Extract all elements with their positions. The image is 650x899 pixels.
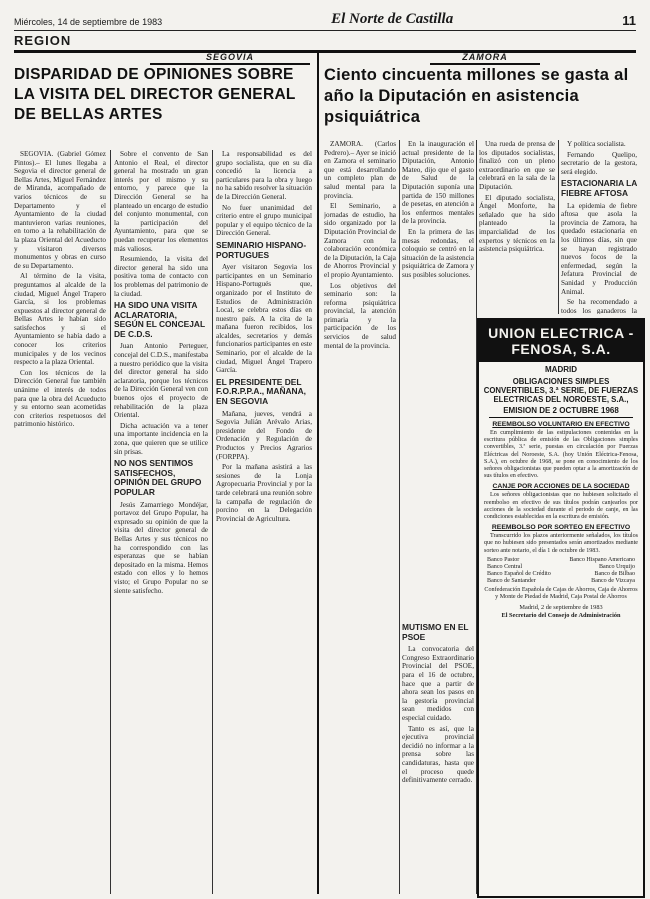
zamora-column-2b xyxy=(402,620,474,894)
bank-name: Banco de Vizcaya xyxy=(591,577,635,584)
paragraph: La responsabilidad es del grupo socialista, que en su día concedió la licencia a particulares para la obra y luego no ha sabido resolver la situación de la Dirección General. xyxy=(216,150,312,201)
bank-name: Banco de Santander xyxy=(487,577,536,584)
subheading: ESTACIONARIA LA FIEBRE AFTOSA xyxy=(561,178,637,198)
bank-row xyxy=(487,578,635,585)
paragraph: Juan Antonio Perteguer, concejal del C.D.S., manifestaba a nuestro periódico que la visita del director general ha sido aclaratoria, porque los técnicos de la Dirección General ven con buenos ojos el proyecto de rehabilitación de la plaza Oriental. xyxy=(114,342,208,420)
paragraph: En la inauguración el actual presidente de la Diputación, Antonio Mateo, dijo que el gasto de Salud de la Diputación suponía una partida de 150 millones de pesetas, en atención a los enfermos mentales de la provincia. xyxy=(402,140,474,226)
paragraph: Al término de la visita, preguntamos al alcalde de la ciudad, Miguel Ángel Trapero García, si los problemas expuestos al director general de Bellas Artes le habían sido satisfechos y si el Ayuntamiento se había dado a conocer los criterios municipales y de los vecinos respecto a la plaza Oriental. xyxy=(14,272,106,367)
paragraph: Jesús Zamarriego Mondéjar, portavoz del Grupo Popular, ha expresado su opinión de que la visita del director general de Bellas Artes y sus técnicos no ha correspondido con las esperanzas que se habían depositado en la misma. Hemos estado con ellos y lo hemos visto; el Grupo Popular no se siente satisfecho. xyxy=(114,500,208,595)
paragraph: Los señores obligacionistas que no hubiesen solicitado el reembolso en efectivo de sus títulos podrán canjearlos por acciones de la sociedad durante el periodo de canje, en las condiciones establecidas en la escritura de emisión. xyxy=(484,492,638,521)
page-header xyxy=(14,8,636,31)
paragraph: Resumiendo, la visita del director general ha sido una positiva toma de contacto con los problemas del patrimonio de la ciudad. xyxy=(114,255,208,298)
union-electrica-ad xyxy=(477,318,645,898)
bank-name: Banco Español de Crédito xyxy=(487,570,551,577)
segovia-kicker: SEGOVIA xyxy=(150,52,310,65)
paragraph: ZAMORA. (Carlos Pedrero).– Ayer se inició en Zamora el seminario que está desarrollando un completo plan de salud mental para la provincia. xyxy=(324,140,396,200)
bank-row xyxy=(487,564,635,571)
ad-signature xyxy=(479,604,643,619)
ad-subheading: REEMBOLSO POR SORTEO EN EFECTIVO xyxy=(491,524,631,532)
ad-title: OBLIGACIONES SIMPLES CONVERTIBLES, 3.ª SERIE, DE FUERZAS ELECTRICAS DEL NOROESTE, S.A., xyxy=(483,377,639,404)
bank-name: Banco Central xyxy=(487,563,523,570)
paragraph: Los objetivos del seminario son: la reforma psiquiátrica provincial, la atención primaria y la participación de los servicios de salud mental de la provincia. xyxy=(324,281,396,350)
ad-subheading: REEMBOLSO VOLUNTARIO EN EFECTIVO xyxy=(492,421,630,428)
newspaper-logo: El Norte de Castilla xyxy=(331,11,454,27)
paragraph: El Seminario, a jornadas de estudio, ha sido organizado por la Diputación Provincial de Zamora con la colaboración económica de la Diputación, la Caja de Ahorros Provincial y el propio Ayuntamiento. xyxy=(324,202,396,279)
zamora-column-3 xyxy=(479,140,555,314)
ad-body xyxy=(484,533,638,555)
subheading: NO NOS SENTIMOS SATISFECHOS, OPINIÓN DEL GRUPO POPULAR xyxy=(114,458,202,497)
bank-name: Banco Hispano Americano xyxy=(569,556,635,563)
bank-row xyxy=(487,557,635,564)
column-rule xyxy=(212,150,213,894)
segovia-column-2 xyxy=(114,150,208,894)
zamora-kicker: ZAMORA xyxy=(430,52,540,65)
paragraph: En cumplimiento de las estipulaciones contenidas en la escritura pública de emisión de las Obligaciones simples convertibles, 3.ª serie, puestas en circulación por Fuerzas Eléctricas del Noroeste, S.A. (hoy Unión Eléctrica-Fenosa, S.A.), en octubre de 1968, se pone en conocimiento de los señores obligacionistas que pueden optar a la amortización de sus títulos en efectivo. xyxy=(484,430,638,480)
zamora-column-1 xyxy=(324,140,396,894)
paragraph: En la primera de las mesas redondas, el coloquio se centró en la situación de la asistencia psiquiátrica de Zamora y sus posibles soluciones. xyxy=(402,227,474,279)
zamora-column-4 xyxy=(561,140,637,314)
paragraph: El diputado socialista, Ángel Monforte, ha señalado que ha sido planteado la imparcialidad de los expertos y técnicos en la asistencia psiquiátrica. xyxy=(479,193,555,254)
paragraph: Ayer visitaron Segovia los participantes en un Seminario Hispano-Portugués que, organizado por el Instituto de Estudios de Administración Local, se celebra estos días en nuestro país. A la cita de la mañana fueron recibidos, los alcaldes, secretarios y demás funcionarios participantes en este Seminario, por el alcalde de la ciudad, Miguel Ángel Trapero García. xyxy=(216,263,312,375)
ad-body xyxy=(484,430,638,480)
paragraph: Y política socialista. xyxy=(567,140,626,148)
ad-sign-date: Madrid, 2 de septiembre de 1983 xyxy=(519,604,603,612)
ad-banner: UNION ELECTRICA - FENOSA, S.A. xyxy=(479,320,643,362)
paragraph: Una rueda de prensa de los diputados socialistas, finalizó con un pleno extraordinario en que se celebrará en la sala de la Diputación. xyxy=(479,140,555,191)
paragraph: Transcurrido los plazos anteriormente señalados, los títulos que no hubiesen sido presentados serán amortizados mediante sorteo ante notario, el día 1 de octubre de 1983. xyxy=(484,533,638,554)
segovia-column-1 xyxy=(14,150,106,894)
ad-emission: EMISION DE 2 OCTUBRE 1968 xyxy=(489,406,633,418)
bank-name: Banco de Bilbao xyxy=(594,570,635,577)
paragraph: La epidemia de fiebre aftosa que asola la provincia de Zamora, ha quedado estacionaria en los últimos días, sin que se hayan registrado nuevos focos de la enfermedad, según la Jefatura Provincial de Sanidad y Producción Animal. xyxy=(561,201,637,296)
section-title: REGION xyxy=(14,33,636,53)
paragraph: Con los técnicos de la Dirección General fue también unánime el interés de todos para que la obra del Acueducto y su entorno sean acometidas con criterios respetuosos del patrimonio histórico. xyxy=(14,368,106,429)
paragraph: Sobre el convento de San Antonio el Real, el director general ha mostrado un gran interés por el mismo y su entorno, y parece que la Dirección General se ha planteado un encargo de estudio del conjunto monumental, con la participación del Ayuntamiento, para que se puedan recuperar los elementos más valiosos. xyxy=(114,150,208,253)
paragraph: Dicha actuación va a tener una importante incidencia en la zona, que quieren que se utilice sin prisas. xyxy=(114,421,208,456)
ad-body xyxy=(484,492,638,521)
subheading: EL PRESIDENTE DEL F.O.R.P.P.A., MAÑANA, EN SEGOVIA xyxy=(216,376,306,407)
paragraph: No fuer unanimidad del criterio entre el grupo municipal popular y el equipo técnico de la Dirección General. xyxy=(216,203,312,238)
subheading: MUTISMO EN EL PSOE xyxy=(402,622,469,642)
paragraph: Mañana, jueves, vendrá a Segovia Julián Arévalo Arias, presidente del Fondo de Ordenación y Regulación de Productos y Precios Agrarios (FORPPA). xyxy=(216,409,312,461)
subheading: HA SIDO UNA VISITA ACLARATORIA, SEGÚN EL CONCEJAL DE C.D.S. xyxy=(114,300,205,339)
paragraph: La convocatoria del Congreso Extraordinario Provincial del PSOE, para el 16 de octubre, hace que a partir de ahora sean los pasos en la gestoría provincial sean medidos con especial cuidado. xyxy=(402,645,474,722)
column-rule xyxy=(110,150,111,894)
bank-name: Banco Urquijo xyxy=(598,563,635,570)
bank-row xyxy=(487,571,635,578)
paragraph: Por la mañana asistirá a las sesiones de la Lonja Agropecuaria Provincial y por la tarde celebrará una reunión sobre la campaña de regulación de porcino en la Delegación Provincial de Agricultura. xyxy=(216,463,312,523)
zamora-headline: Ciento cincuenta millones se gasta al año la Diputación en asistencia psiquiátrica xyxy=(324,66,629,126)
section-divider xyxy=(317,52,319,894)
ad-banks-extra: Confederación Española de Cajas de Ahorros, Caja de Ahorros y Monte de Piedad de Madrid, Caja Postal de Ahorros xyxy=(484,586,638,601)
segovia-column-3 xyxy=(216,150,312,894)
page-number: 11 xyxy=(622,13,636,28)
ad-sign-role: El Secretario del Consejo de Administración xyxy=(501,611,621,619)
subheading: SEMINARIO HISPANO-PORTUGUES xyxy=(216,239,307,260)
ad-city: MADRID xyxy=(545,365,577,374)
bank-name: Banco Pastor xyxy=(487,556,520,563)
paragraph: Fernando Quelipo, secretario de la gestora, será elegido. xyxy=(561,150,637,176)
column-rule xyxy=(558,140,559,314)
paragraph: SEGOVIA. (Gabriel Gómez Pintos).– El lunes llegaba a Segovia el director general de Bellas Artes, Miguel Fernández de Miranda, acompañado de varios técnicos de su Departamento y el Ayuntamiento de la ciudad mantuvieron varias reuniones, en torno a la rehabilitación de la plaza Oriental del Acueducto y visitaron diversos monumentos y obras en curso de su Departamento. xyxy=(14,150,106,270)
paragraph: Se ha recomendado a todos los ganaderos la xyxy=(561,298,637,314)
ad-subheading: CANJE POR ACCIONES DE LA SOCIEDAD xyxy=(492,483,630,491)
segovia-headline: DISPARIDAD DE OPINIONES SOBRE LA VISITA DEL DIRECTOR GENERAL DE BELLAS ARTES xyxy=(14,66,296,123)
column-rule xyxy=(399,140,400,894)
paragraph: Tanto es así, que la ejecutiva provincial decidió no informar a la prensa sobre las candidaturas, hasta que el proceso quede definitivamente cerrado. xyxy=(402,724,474,785)
issue-date: Miércoles, 14 de septiembre de 1983 xyxy=(14,17,163,27)
